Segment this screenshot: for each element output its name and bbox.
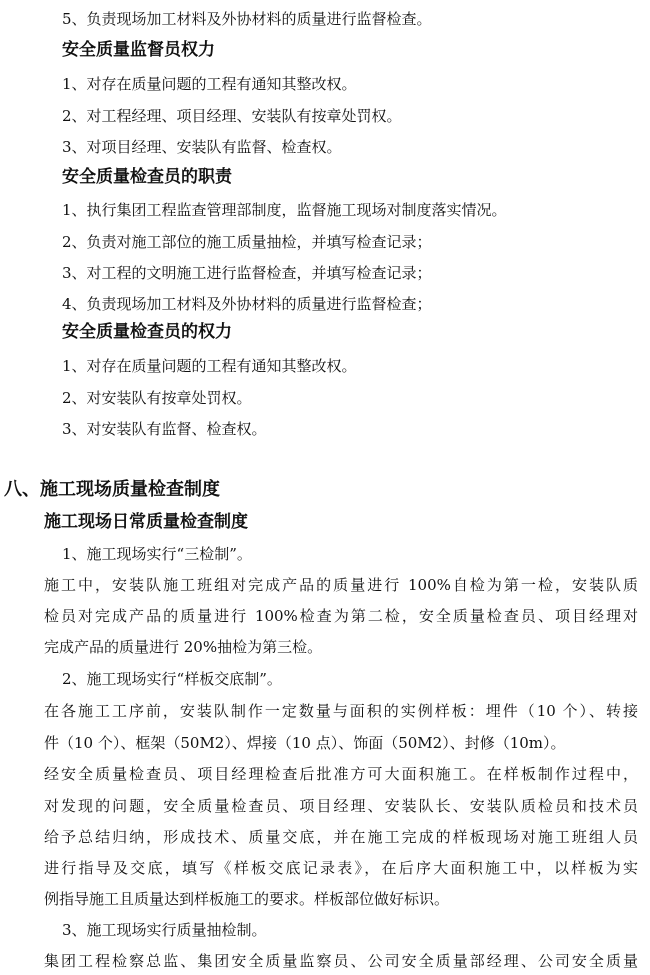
sample-line-1: 在各施工工序前，安装队制作一定数量与面积的实例样板：埋件（10 个）、转接 [44,702,638,720]
sample-line-5: 给予总结归纳，形成技术、质量交底，并在施工完成的样板现场对施工班组人员 [44,828,638,846]
sample-line-6: 进行指导及交底，填写《样板交底记录表》，在后序大面积施工中，以样板为实 [44,859,638,877]
inspector-duty-2: 2、负责对施工部位的施工质量抽检，并填写检查记录； [62,233,432,251]
spot-check-line-1: 集团工程检察总监、集团安全质量监察员、公司安全质量部经理、公司安全质量 [44,952,638,970]
three-check-line-3: 完成产品的质量进行 20%抽检为第三检。 [44,638,323,656]
inspector-right-3: 3、对安装队有监督、检查权。 [62,420,267,438]
sample-line-2: 件（10 个）、框架（50M2）、焊接（10 点）、饰面（50M2）、封修（10m）。 [44,734,566,752]
spot-check-title: 3、施工现场实行质量抽检制。 [62,921,267,939]
supervisor-right-3: 3、对项目经理、安装队有监督、检查权。 [62,138,342,156]
sample-system-title: 2、施工现场实行“样板交底制”。 [62,670,282,688]
supervisor-right-1: 1、对存在质量问题的工程有通知其整改权。 [62,75,357,93]
sample-line-7: 例指导施工且质量达到样板施工的要求。样板部位做好标识。 [44,890,450,908]
inspector-right-2: 2、对安装队有按章处罚权。 [62,389,252,407]
inspector-duty-3: 3、对工程的文明施工进行监督检查，并填写检查记录； [62,264,432,282]
supervisor-right-2: 2、对工程经理、项目经理、安装队有按章处罚权。 [62,107,402,125]
inspector-duty-1: 1、执行集团工程监查管理部制度，监督施工现场对制度落实情况。 [62,201,507,219]
section-8-title: 八、施工现场质量检查制度 [4,479,220,500]
sample-line-4: 对发现的问题，安全质量检查员、项目经理、安装队长、安装队质检员和技术员 [44,797,638,815]
inspector-duties-heading: 安全质量检查员的职责 [62,167,232,187]
inspector-rights-heading: 安全质量检查员的权力 [62,322,232,342]
supervisor-rights-heading: 安全质量监督员权力 [62,40,215,60]
sample-line-3: 经安全质量检查员、项目经理检查后批准方可大面积施工。在样板制作过程中， [44,765,638,783]
inspector-duty-4: 4、负责现场加工材料及外协材料的质量进行监督检查； [62,295,432,313]
three-check-title: 1、施工现场实行“三检制”。 [62,545,252,563]
inspector-right-1: 1、对存在质量问题的工程有通知其整改权。 [62,357,357,375]
duty-item-5: 5、负责现场加工材料及外协材料的质量进行监督检查。 [62,10,432,28]
three-check-line-2: 检员对完成产品的质量进行 100%检查为第二检，安全质量检查员、项目经理对 [44,607,638,625]
three-check-line-1: 施工中，安装队施工班组对完成产品的质量进行 100%自检为第一检，安装队质 [44,576,638,594]
section-8-subtitle: 施工现场日常质量检查制度 [44,512,248,532]
